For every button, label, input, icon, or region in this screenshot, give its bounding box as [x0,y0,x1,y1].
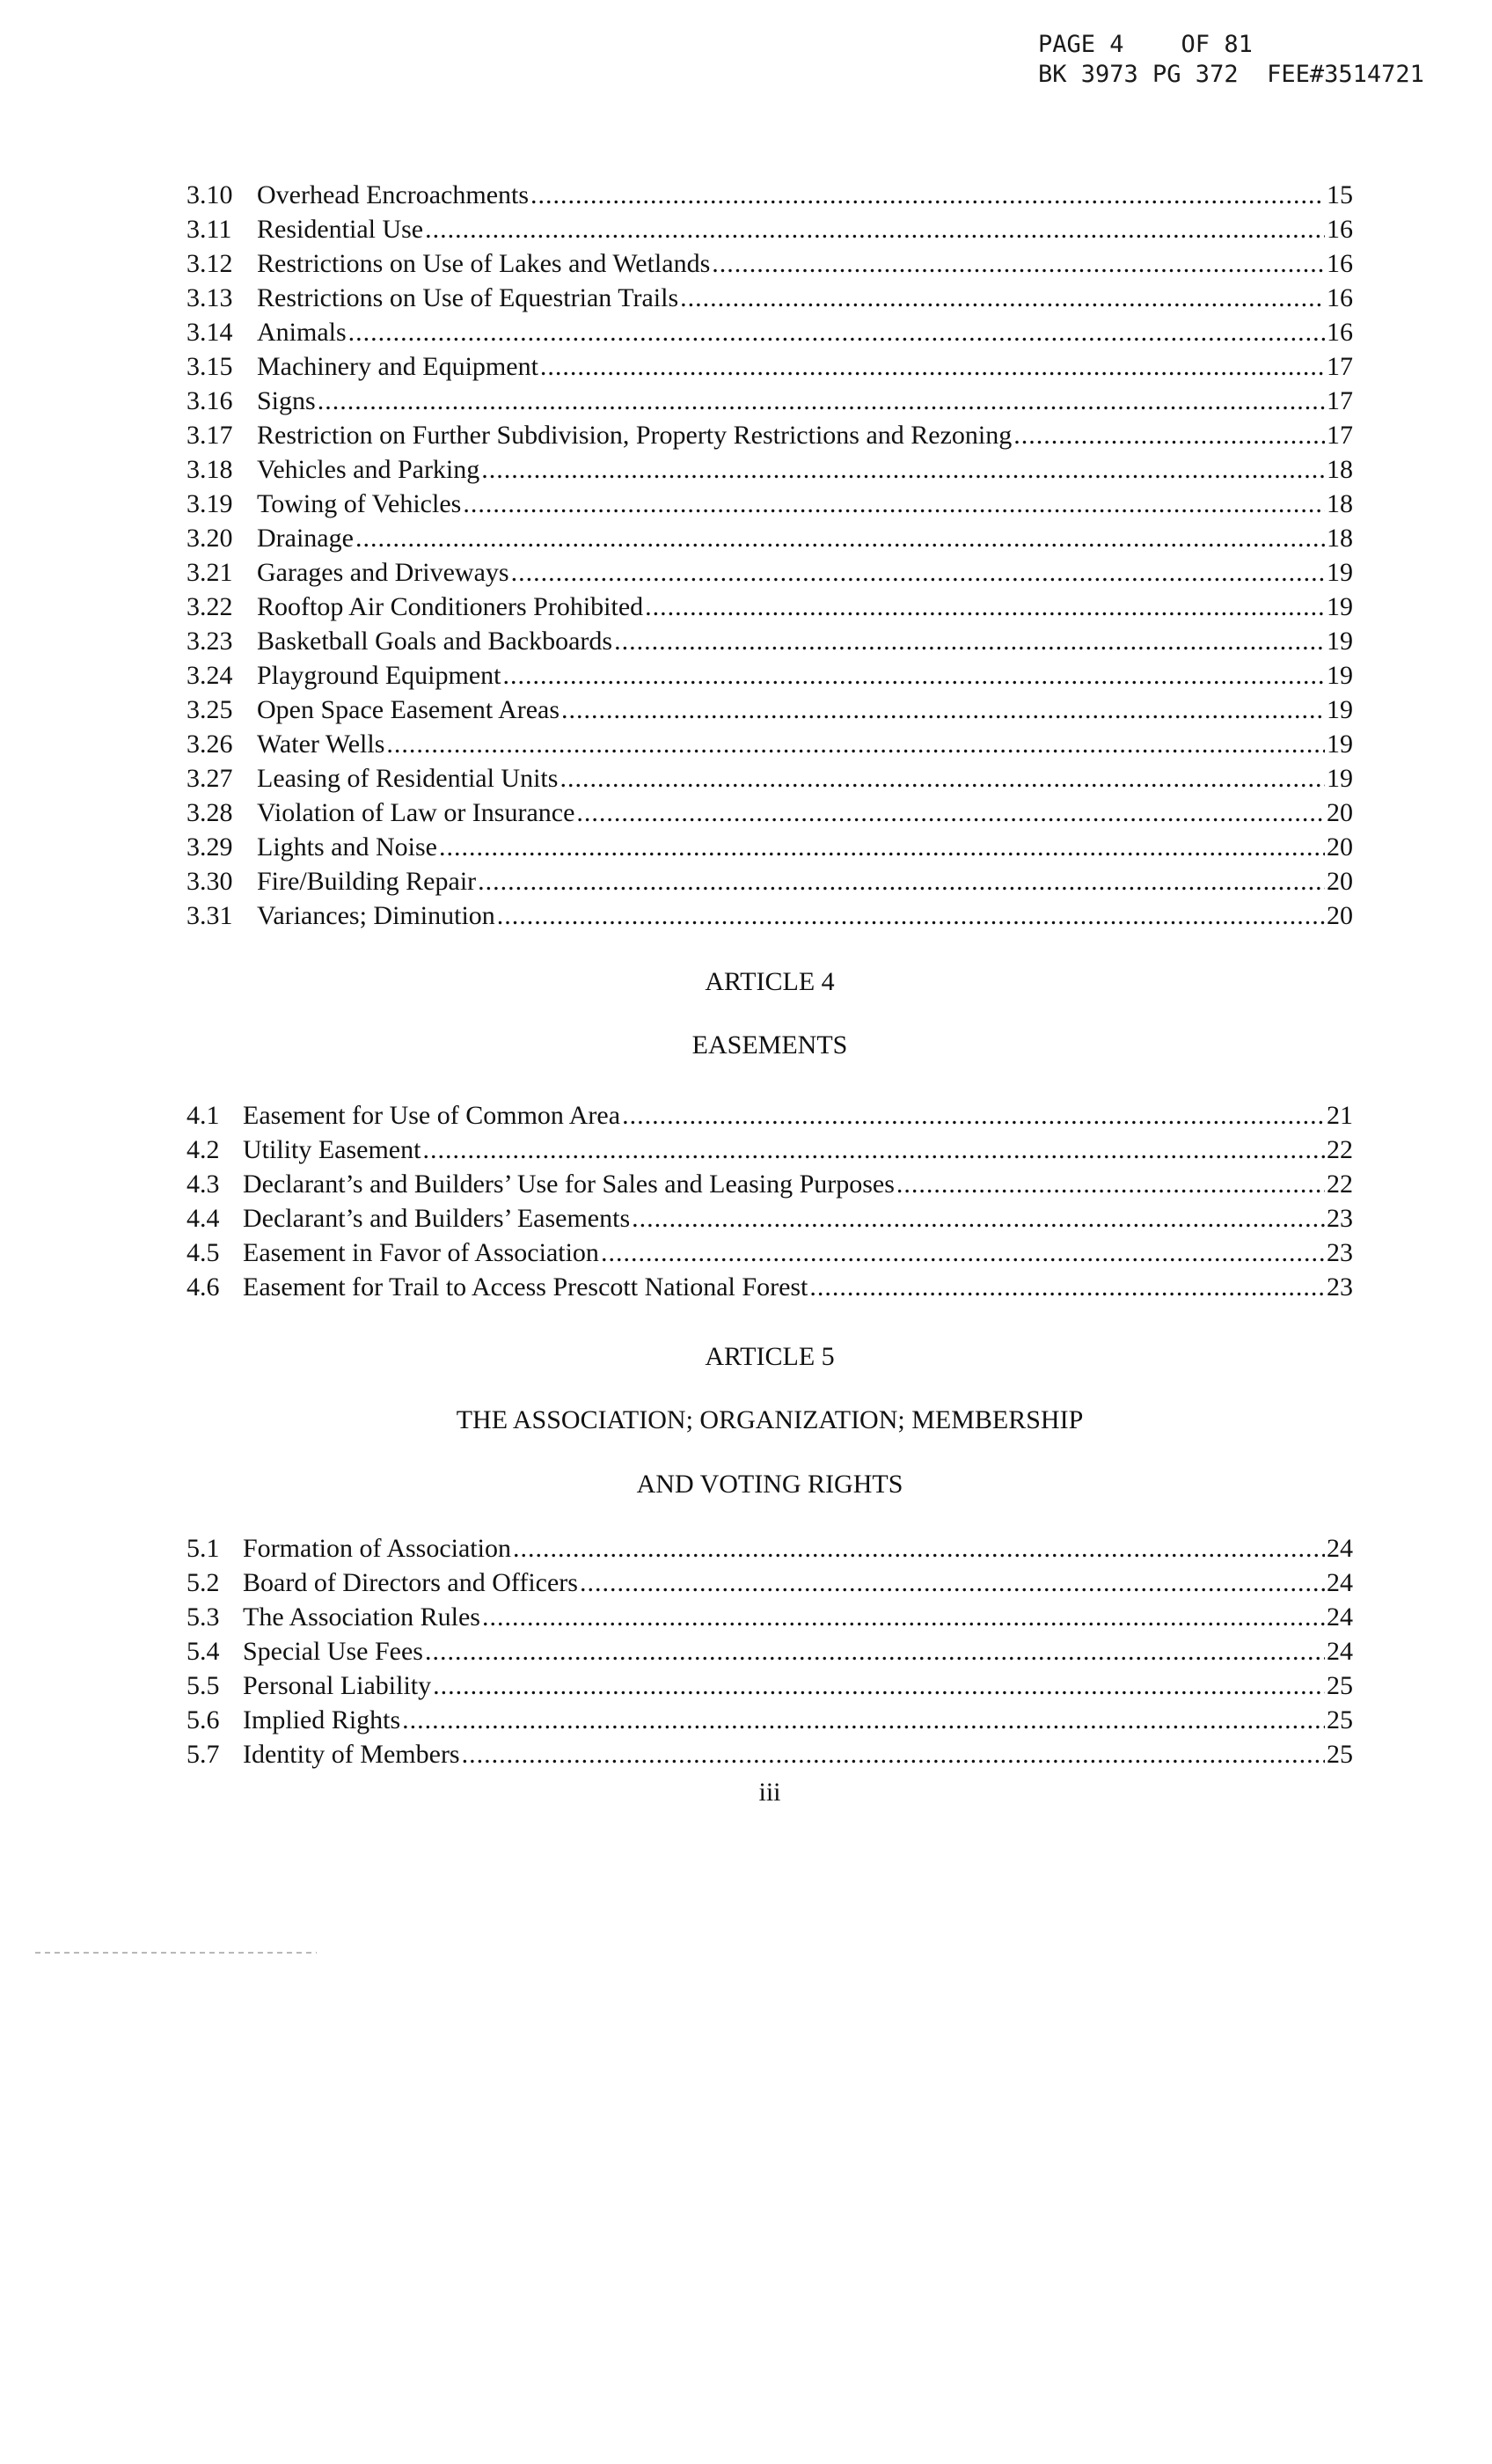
toc-dot-leader [560,761,1325,796]
toc-entry-title: Variances; Diminution [257,901,495,930]
toc-dot-leader [511,555,1325,590]
page-number: iii [758,1778,781,1807]
toc-article-4-list [186,1098,1353,1304]
toc-entry-title: Restrictions on Use of Lakes and Wetlands [257,249,711,278]
toc-article-5-list [186,1531,1353,1771]
toc-entry [186,418,1353,452]
toc-entry-number: 3.22 [186,592,233,621]
toc-entry-page: 25 [1327,1705,1353,1734]
toc-entry-title: Easement for Use of Common Area [243,1101,621,1130]
toc-dot-leader [561,693,1325,727]
toc-entry-title: Utility Easement [243,1135,421,1164]
toc-entry-title: Drainage [257,524,354,553]
toc-entry-page: 18 [1327,524,1353,553]
toc-entry-number: 4.4 [186,1204,220,1233]
toc-article-3-list [186,178,1353,933]
toc-entry-number: 5.1 [186,1534,220,1563]
article-4-title: EASEMENTS [691,1030,848,1060]
toc-entry [186,624,1353,658]
toc-entry [186,487,1353,521]
toc-entry-page: 19 [1327,661,1353,690]
toc-entry-number: 3.15 [186,352,233,381]
toc-entry-number: 3.28 [186,798,233,827]
toc-entry [186,1236,1353,1270]
toc-entry [186,898,1353,933]
toc-entry-page: 18 [1327,455,1353,484]
toc-dot-leader [425,1634,1325,1668]
toc-entry-number: 3.13 [186,283,233,312]
article-5-title-line-2: AND VOTING RIGHTS [636,1470,903,1499]
toc-entry-page: 16 [1327,283,1353,312]
toc-entry-page: 17 [1327,352,1353,381]
toc-dot-leader [439,830,1325,864]
toc-entry-title: Residential Use [257,215,424,244]
toc-dot-leader [712,246,1325,281]
toc-dot-leader [645,590,1325,624]
toc-entry-title: Towing of Vehicles [257,489,462,518]
toc-entry-title: Violation of Law or Insurance [257,798,575,827]
toc-dot-leader [422,1133,1325,1167]
toc-dot-leader [402,1703,1325,1737]
toc-dot-leader [463,487,1325,521]
toc-entry-number: 3.14 [186,318,233,347]
toc-entry [186,281,1353,315]
toc-entry [186,727,1353,761]
toc-entry-page: 25 [1327,1671,1353,1700]
toc-dot-leader [576,796,1325,830]
toc-entry-number: 4.6 [186,1272,220,1302]
toc-dot-leader [896,1167,1325,1201]
toc-entry-page: 19 [1327,695,1353,724]
toc-entry [186,1270,1353,1304]
toc-entry-title: Water Wells [257,730,385,759]
toc-entry-page: 24 [1327,1602,1353,1632]
toc-dot-leader [580,1566,1325,1600]
toc-entry-page: 20 [1327,798,1353,827]
toc-entry [186,1737,1353,1771]
toc-dot-leader [481,452,1325,487]
toc-dot-leader [1013,418,1325,452]
toc-entry-number: 3.12 [186,249,233,278]
toc-dot-leader [622,1098,1325,1133]
toc-entry-page: 25 [1327,1740,1353,1769]
toc-entry-number: 3.27 [186,764,233,793]
toc-entry-title: Personal Liability [243,1671,432,1700]
toc-entry [186,315,1353,349]
toc-dot-leader [478,864,1325,898]
toc-entry [186,246,1353,281]
toc-entry-number: 3.20 [186,524,233,553]
toc-entry-title: Vehicles and Parking [257,455,480,484]
toc-entry-number: 5.6 [186,1705,220,1734]
toc-entry-title: Easement for Trail to Access Prescott National Forest [243,1272,808,1302]
toc-entry-page: 16 [1327,318,1353,347]
toc-entry [186,212,1353,246]
toc-entry [186,349,1353,384]
toc-entry-number: 3.24 [186,661,233,690]
toc-entry [186,178,1353,212]
toc-entry-title: Special Use Fees [243,1637,423,1666]
toc-entry-title: Overhead Encroachments [257,180,530,209]
toc-entry-page: 16 [1327,215,1353,244]
toc-entry [186,693,1353,727]
toc-entry-number: 3.17 [186,421,233,450]
toc-entry-number: 5.3 [186,1602,220,1632]
toc-entry [186,1201,1353,1236]
toc-entry [186,761,1353,796]
toc-entry [186,1566,1353,1600]
toc-entry-number: 3.18 [186,455,233,484]
toc-entry-page: 20 [1327,832,1353,862]
toc-dot-leader [318,384,1325,418]
toc-entry-number: 3.21 [186,558,233,587]
toc-entry-page: 21 [1327,1101,1353,1130]
toc-entry-number: 4.1 [186,1101,220,1130]
toc-entry-number: 5.5 [186,1671,220,1700]
stamp-book-line: BK 3973 PG 372 FEE#3514721 [1038,61,1424,88]
toc-dot-leader [513,1531,1325,1566]
recording-stamp [1038,30,1424,90]
toc-entry-title: Signs [257,386,316,415]
toc-dot-leader [348,315,1325,349]
toc-dot-leader [433,1668,1325,1703]
toc-entry [186,1634,1353,1668]
toc-dot-leader [482,1600,1325,1634]
toc-dot-leader [355,521,1325,555]
toc-entry-title: Implied Rights [243,1705,401,1734]
toc-entry-number: 3.11 [186,215,232,244]
toc-dot-leader [425,212,1325,246]
toc-entry-number: 3.25 [186,695,233,724]
toc-dot-leader [497,898,1325,933]
toc-entry-number: 4.5 [186,1238,220,1267]
toc-entry-title: Restrictions on Use of Equestrian Trails [257,283,679,312]
toc-entry [186,796,1353,830]
toc-entry [186,1098,1353,1133]
toc-entry-title: Declarant’s and Builders’ Easements [243,1204,631,1233]
toc-dot-leader [614,624,1325,658]
toc-entry-page: 19 [1327,627,1353,656]
toc-entry-title: Fire/Building Repair [257,867,477,896]
toc-entry-number: 3.10 [186,180,233,209]
toc-entry-page: 22 [1327,1135,1353,1164]
toc-entry [186,384,1353,418]
toc-entry-number: 5.4 [186,1637,220,1666]
toc-entry [186,1167,1353,1201]
toc-dot-leader [601,1236,1325,1270]
toc-entry-number: 5.7 [186,1740,220,1769]
toc-entry-page: 24 [1327,1637,1353,1666]
toc-entry-number: 3.31 [186,901,233,930]
toc-dot-leader [632,1201,1325,1236]
toc-entry [186,555,1353,590]
toc-entry-page: 16 [1327,249,1353,278]
article-4-label: ARTICLE 4 [705,967,835,996]
toc-entry [186,1600,1353,1634]
toc-entry-title: Board of Directors and Officers [243,1568,578,1597]
toc-entry-page: 15 [1327,180,1353,209]
toc-entry [186,452,1353,487]
toc-entry-title: Restriction on Further Subdivision, Property Restrictions and Rezoning [257,421,1013,450]
toc-entry-page: 19 [1327,730,1353,759]
toc-entry-number: 3.26 [186,730,233,759]
toc-entry-title: Basketball Goals and Backboards [257,627,613,656]
toc-entry-number: 3.23 [186,627,233,656]
toc-entry-page: 19 [1327,558,1353,587]
toc-entry-title: Rooftop Air Conditioners Prohibited [257,592,644,621]
toc-dot-leader [680,281,1325,315]
toc-entry [186,658,1353,693]
toc-dot-leader [502,658,1325,693]
toc-entry-page: 24 [1327,1568,1353,1597]
toc-dot-leader [386,727,1325,761]
toc-entry-title: Open Space Easement Areas [257,695,560,724]
toc-entry-page: 24 [1327,1534,1353,1563]
toc-entry-number: 3.30 [186,867,233,896]
toc-entry-title: Identity of Members [243,1740,460,1769]
toc-entry-number: 4.2 [186,1135,220,1164]
toc-entry-title: Leasing of Residential Units [257,764,559,793]
toc-entry-page: 18 [1327,489,1353,518]
toc-entry-number: 3.29 [186,832,233,862]
article-5-label: ARTICLE 5 [705,1342,835,1371]
toc-entry-page: 17 [1327,386,1353,415]
toc-entry-title: Easement in Favor of Association [243,1238,599,1267]
toc-dot-leader [530,178,1325,212]
toc-entry [186,830,1353,864]
toc-dot-leader [462,1737,1325,1771]
toc-entry-title: Garages and Driveways [257,558,509,587]
scan-artifact-line [35,1952,317,1954]
toc-entry-title: The Association Rules [243,1602,480,1632]
toc-entry [186,521,1353,555]
toc-entry-number: 4.3 [186,1170,220,1199]
toc-dot-leader [809,1270,1325,1304]
toc-entry-number: 3.16 [186,386,233,415]
toc-entry [186,1703,1353,1737]
toc-entry-title: Machinery and Equipment [257,352,538,381]
toc-entry [186,1133,1353,1167]
article-5-title-line-1: THE ASSOCIATION; ORGANIZATION; MEMBERSHIP [456,1405,1084,1434]
toc-entry-number: 3.19 [186,489,233,518]
stamp-page-line: PAGE 4 OF 81 [1038,31,1253,58]
toc-entry-page: 17 [1327,421,1353,450]
toc-entry [186,1531,1353,1566]
toc-entry-title: Lights and Noise [257,832,437,862]
toc-entry-title: Animals [257,318,347,347]
toc-entry-page: 23 [1327,1238,1353,1267]
toc-entry-page: 20 [1327,901,1353,930]
toc-entry-page: 23 [1327,1272,1353,1302]
toc-dot-leader [540,349,1325,384]
toc-entry-page: 23 [1327,1204,1353,1233]
toc-entry [186,1668,1353,1703]
toc-entry-page: 22 [1327,1170,1353,1199]
toc-entry-page: 19 [1327,764,1353,793]
toc-entry-number: 5.2 [186,1568,220,1597]
toc-entry-page: 20 [1327,867,1353,896]
toc-entry-title: Formation of Association [243,1534,511,1563]
toc-entry-title: Declarant’s and Builders’ Use for Sales and Leasing Purposes [243,1170,895,1199]
toc-entry-title: Playground Equipment [257,661,501,690]
toc-entry [186,864,1353,898]
toc-entry [186,590,1353,624]
toc-entry-page: 19 [1327,592,1353,621]
